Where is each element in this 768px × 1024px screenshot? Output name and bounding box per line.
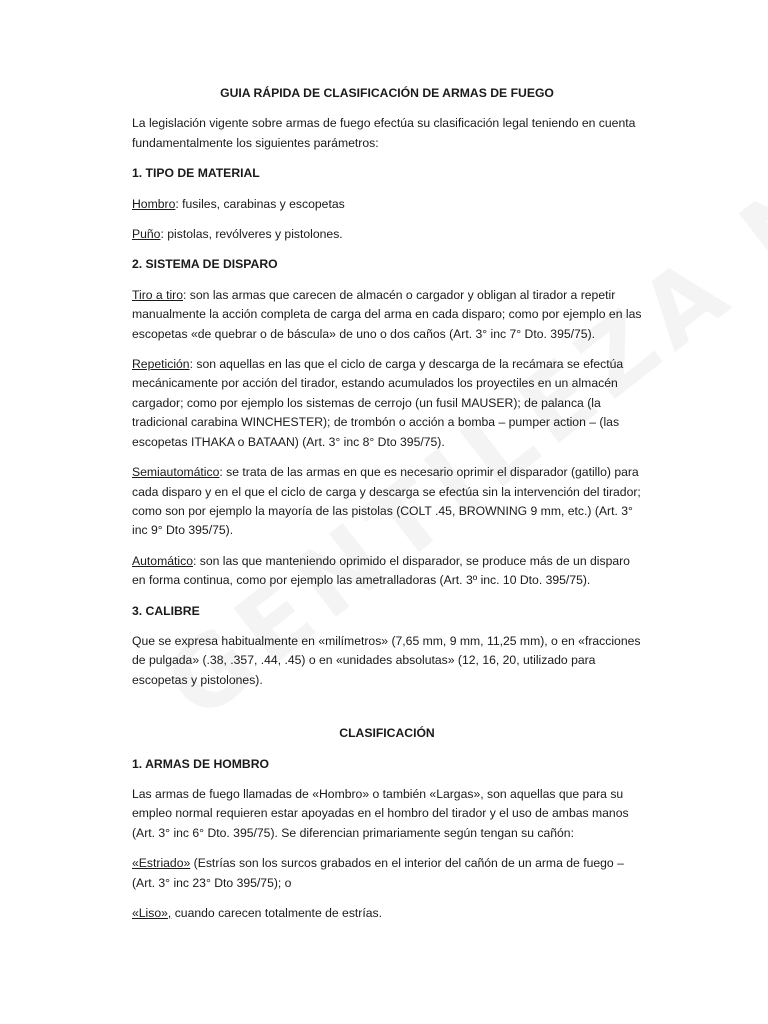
section-heading-calibre: 3. CALIBRE (132, 603, 200, 618)
intro-paragraph: La legislación vigente sobre armas de fuego efectúa su clasificación legal teniendo en cuenta fundamentalmente los siguientes parámetros: (132, 116, 636, 150)
paragraph-puno (132, 225, 642, 244)
paragraph-armas-hombro: Las armas de fuego llamadas de «Hombro» o también «Largas», son aquellas que para su empleo normal requieren estar apoyadas en el hombro del tirador y el uso de ambas manos (Art. 3° inc 6° Dto. 395/75). Se diferencian primariamente según tengan su cañón: (132, 786, 629, 840)
text-repeticion: : son aquellas en las que el ciclo de carga y descarga de la recámara se efectúa mecánicamente por acción del tirador, estando acumulados los proyectiles en un almacén cargador; como por ejemplo los sistemas de cerrojo (un fusil MAUSER); de palanca (la tradicional carabina WINCHESTER); de trombón o acción a bomba – pumper action – (las escopetas ITHAKA o BATAAN) (Art. 3° inc 8° Dto 395/75). (132, 357, 624, 449)
term-repeticion: Repetición (132, 357, 190, 372)
paragraph-hombro (132, 195, 642, 214)
section-heading-sistema-disparo: 2. SISTEMA DE DISPARO (132, 257, 278, 272)
text-estriado: (Estrías son los surcos grabados en el interior del cañón de un arma de fuego – (Art. 3° inc 23° Dto 395/75); o (132, 856, 624, 890)
section-heading-tipo-material: 1. TIPO DE MATERIAL (132, 166, 260, 181)
term-estriado: «Estriado» (132, 856, 191, 871)
paragraph-repeticion (132, 355, 642, 452)
paragraph-estriado (132, 854, 642, 893)
document-body (132, 84, 642, 934)
term-liso: «Liso», (132, 906, 172, 920)
paragraph-liso (132, 904, 642, 923)
text-semiautomatico: : se trata de las armas en que es necesario oprimir el disparador (gatillo) para cada disparo y en el que el ciclo de carga y descarga se efectúa sin la intervención del tirador; como son por ejemplo la mayoría de las pistolas (COLT .45, BROWNING 9 mm, etc.) (Art. 3° inc 9° Dto 395/75). (132, 465, 641, 538)
clasificacion-title: CLASIFICACIÓN (339, 726, 435, 741)
paragraph-automatico (132, 552, 642, 591)
text-hombro: : fusiles, carabinas y escopetas (175, 196, 345, 211)
term-automatico: Automático (132, 553, 193, 568)
text-tiro-a-tiro: : son las armas que carecen de almacén o cargador y obligan al tirador a repetir manualmente la acción completa de carga del arma en cada disparo; como por ejemplo en las escopetas «de quebrar o de báscula» de uno o dos caños (Art. 3° inc 7° Dto. 395/75). (132, 287, 642, 341)
text-puno: : pistolas, revólveres y pistolones. (160, 227, 343, 242)
text-liso: cuando carecen totalmente de estrías. (171, 906, 383, 920)
section-spacer (132, 701, 642, 724)
term-semiautomatico: Semiautomático (132, 465, 220, 480)
term-tiro-a-tiro: Tiro a tiro (132, 287, 184, 302)
paragraph-tiro-a-tiro (132, 286, 642, 344)
section-heading-armas-hombro: 1. ARMAS DE HOMBRO (132, 756, 270, 771)
paragraph-semiautomatico (132, 463, 642, 541)
document-title: GUIA RÁPIDA DE CLASIFICACIÓN DE ARMAS DE FUEGO (220, 86, 554, 100)
paragraph-calibre: Que se expresa habitualmente en «milímetros» (7,65 mm, 9 mm, 11,25 mm), o en «fracciones de pulgada» (.38, .357, .44, .45) o en «unidades absolutas» (12, 16, 20, utilizado para escopetas y pistolones). (132, 633, 641, 687)
term-puno: Puño (132, 227, 161, 242)
term-hombro: Hombro (132, 196, 176, 211)
text-automatico: : son las que manteniendo oprimido el disparador, se produce más de un disparo en forma continua, como por ejemplo las ametralladoras (Art. 3º inc. 10 Dto. 395/75). (132, 553, 630, 588)
